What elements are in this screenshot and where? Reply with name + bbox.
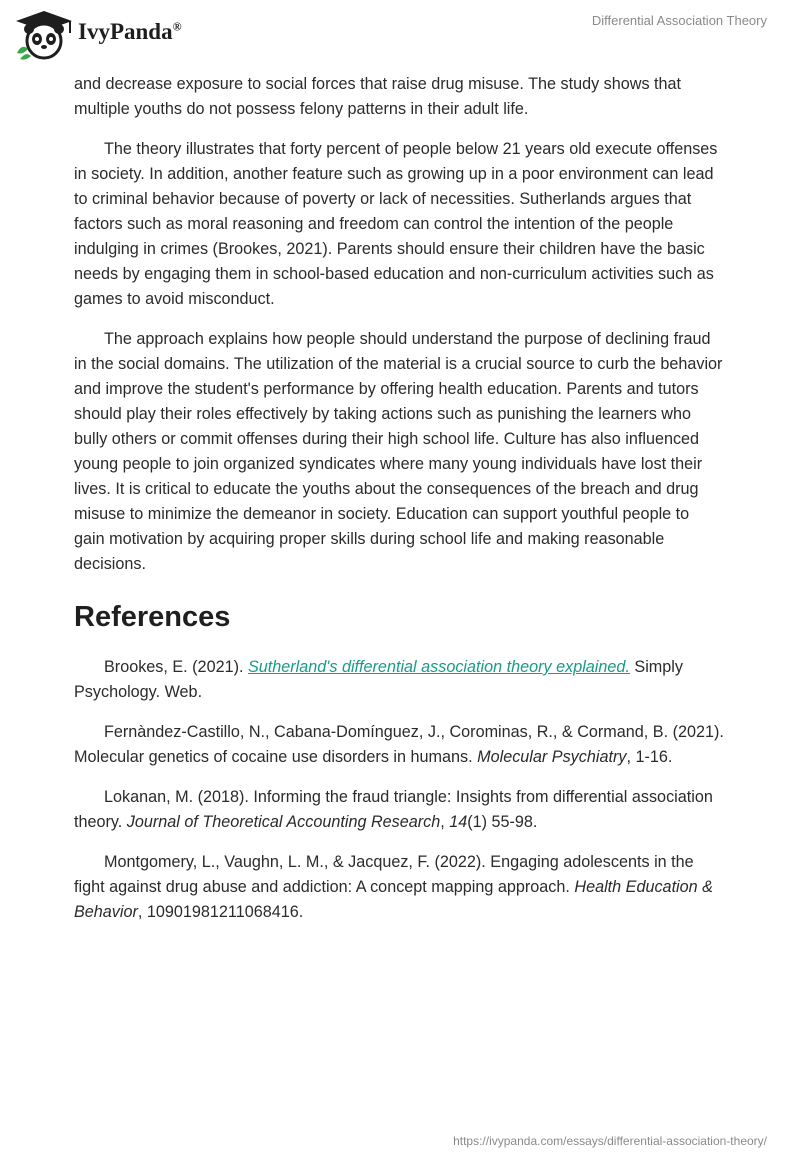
reference-item: Montgomery, L., Vaughn, L. M., & Jacquez, F. (2022). Engaging adolescents in the fight against drug abuse and addiction: A concept mapping approach. Health Education & Behavior, 10901981211068416. (74, 853, 713, 921)
source-url[interactable]: https://ivypanda.com/essays/differential-association-theory/ (453, 1134, 767, 1148)
brand-name[interactable]: IvyPanda® (78, 19, 182, 44)
reference-item: Fernàndez-Castillo, N., Cabana-Domínguez, J., Corominas, R., & Cormand, B. (2021). Molecular genetics of cocaine use disorders in humans. Molecular Psychiatry, 1-16. (74, 723, 724, 766)
paragraph: The theory illustrates that forty percent of people below 21 years old execute offenses in society. In addition, another feature such as growing up in a poor environment can lead to criminal behavior because of poverty or lack of necessities. Sutherlands argues that factors such as moral reasoning and freedom can control the intention of the people indulging in crimes (Brookes, 2021). Parents should ensure their children have the basic needs by engaging them in school-based education and non-curriculum activities such as games to avoid misconduct. (74, 140, 718, 308)
document-title: Differential Association Theory (591, 13, 767, 28)
reference-item: Lokanan, M. (2018). Informing the fraud triangle: Insights from differential association theory. Journal of Theoretical Accounting Research, 14(1) 55-98. (74, 788, 713, 831)
paragraph: The approach explains how people should understand the purpose of declining fraud in the social domains. The utilization of the material is a crucial source to curb the behavior and improve the student's performance by offering health education. Parents and tutors should play their roles effectively by taking actions such as punishing the learners who bully others or commit offenses during their high school life. Culture has also influenced young people to join organized syndicates where many young individuals have lost their lives. It is critical to educate the youths about the consequences of the breach and drug misuse to minimize the demeanor in society. Education can support youthful people to gain motivation by acquiring proper skills during school life and making reasonable decisions. (74, 330, 723, 573)
panda-icon (16, 11, 72, 60)
reference-link[interactable]: Sutherland's differential association theory explained. (247, 658, 630, 676)
references-heading: References (74, 601, 231, 633)
essay-content (74, 72, 724, 925)
reference-item: Brookes, E. (2021). Sutherland's differential association theory explained. Simply Psychology. Web. (74, 658, 683, 701)
paragraph: and decrease exposure to social forces that raise drug misuse. The study shows that multiple youths do not possess felony patterns in their adult life. (74, 75, 682, 118)
page-header (0, 0, 800, 70)
